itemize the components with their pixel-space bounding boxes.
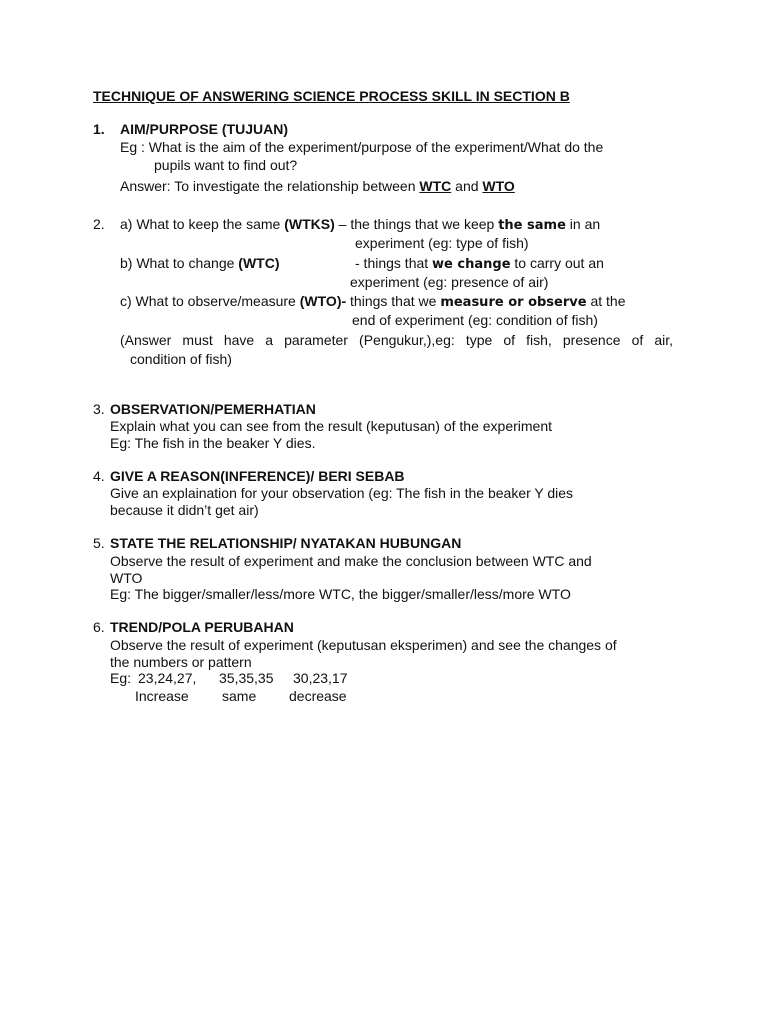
- section-5-line3: Eg: The bigger/smaller/less/more WTC, the bigger/smaller/less/more WTO: [110, 586, 571, 602]
- trend-label-decrease: decrease: [289, 688, 347, 704]
- section-4-line1: Give an explaination for your observation (eg: The fish in the beaker Y dies: [110, 485, 574, 501]
- section-2-number: 2.: [93, 216, 105, 232]
- section-1-number: 1.: [93, 121, 105, 137]
- trend-sequence-increase: 23,24,27,: [138, 670, 197, 686]
- a-prefix: a) What to keep the same: [120, 216, 285, 232]
- section-5-number: 5.: [93, 535, 105, 551]
- section-2-c-line2: end of experiment (eg: condition of fish): [352, 312, 598, 328]
- section-2-b-line2: experiment (eg: presence of air): [350, 274, 549, 290]
- section-6-number: 6.: [93, 619, 105, 635]
- c-emphasis: measure or observe: [440, 295, 587, 310]
- section-6-eg-label: Eg:: [110, 670, 132, 686]
- section-2-a-line2: experiment (eg: type of fish): [355, 235, 529, 251]
- section-2-b-right: [355, 255, 604, 273]
- section-4-line2: because it didn’t get air): [110, 502, 259, 518]
- section-1-heading: AIM/PURPOSE (TUJUAN): [120, 121, 289, 137]
- b-emphasis: we change: [432, 257, 511, 272]
- section-4-number: 4.: [93, 468, 105, 484]
- section-2-note-line1: (Answer must have a parameter (Pengukur,),eg: type of fish, presence of air,: [120, 332, 673, 348]
- section-5-line2: WTO: [110, 570, 143, 586]
- section-1-example-line1: Eg : What is the aim of the experiment/purpose of the experiment/What do the: [120, 139, 604, 155]
- c-end: at the: [586, 293, 626, 309]
- section-3-number: 3.: [93, 401, 105, 417]
- answer-wto: WTO: [482, 178, 515, 194]
- c-mid: things that we: [346, 293, 441, 309]
- section-2-c: [120, 293, 625, 311]
- c-wto: (WTO)-: [299, 293, 347, 309]
- section-3-line2: Eg: The fish in the beaker Y dies.: [110, 435, 316, 451]
- section-2-a: [120, 216, 600, 234]
- section-1-example-line2: pupils want to find out?: [154, 157, 298, 173]
- a-emphasis: the same: [498, 218, 566, 233]
- section-6-line2: the numbers or pattern: [110, 654, 252, 670]
- b-wtc: (WTC): [238, 255, 280, 271]
- a-wtks: (WTKS): [284, 216, 335, 232]
- answer-and: and: [451, 178, 483, 194]
- section-3-heading: OBSERVATION/PEMERHATIAN: [110, 401, 316, 417]
- a-mid: – the things that we keep: [334, 216, 499, 232]
- section-4-heading: GIVE A REASON(INFERENCE)/ BERI SEBAB: [110, 468, 405, 484]
- trend-label-same: same: [222, 688, 257, 704]
- trend-sequence-same: 35,35,35: [219, 670, 274, 686]
- b-dash: - things that: [355, 255, 433, 271]
- section-5-line1: Observe the result of experiment and make the conclusion between WTC and: [110, 553, 592, 569]
- section-1-answer: [120, 178, 515, 195]
- section-3-line1: Explain what you can see from the result (keputusan) of the experiment: [110, 418, 553, 434]
- section-5-heading: STATE THE RELATIONSHIP/ NYATAKAN HUBUNGAN: [110, 535, 462, 551]
- page-title: TECHNIQUE OF ANSWERING SCIENCE PROCESS SKILL IN SECTION B: [93, 88, 570, 104]
- answer-wtc: WTC: [419, 178, 452, 194]
- section-2-note-line2: condition of fish): [130, 351, 232, 367]
- answer-prefix: Answer: To investigate the relationship between: [120, 178, 420, 194]
- b-prefix: b) What to change: [120, 255, 239, 271]
- section-2-b: [120, 255, 280, 272]
- section-6-line1: Observe the result of experiment (keputusan eksperimen) and see the changes of: [110, 637, 617, 653]
- trend-label-increase: Increase: [135, 688, 189, 704]
- section-6-heading: TREND/POLA PERUBAHAN: [110, 619, 294, 635]
- b-end: to carry out an: [510, 255, 604, 271]
- trend-sequence-decrease: 30,23,17: [293, 670, 348, 686]
- a-end: in an: [565, 216, 601, 232]
- c-prefix: c) What to observe/measure: [120, 293, 300, 309]
